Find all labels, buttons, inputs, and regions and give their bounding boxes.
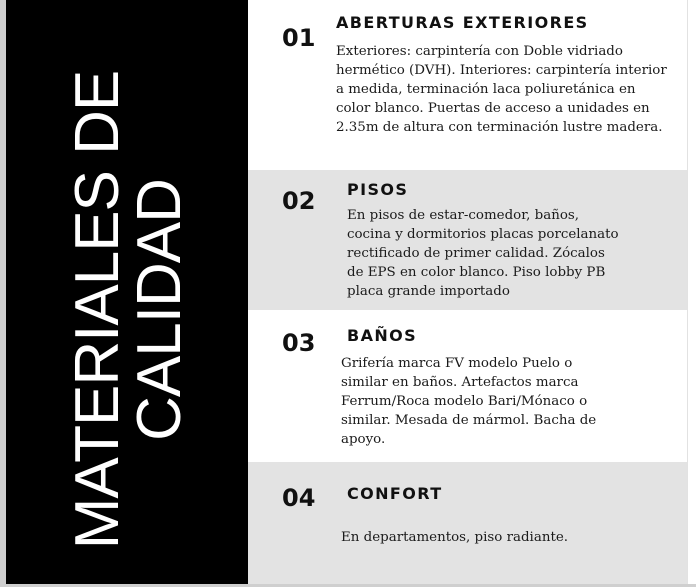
section-number: 01 [282,24,316,52]
page-title: MATERIALES DE CALIDAD [63,70,194,550]
section-text: Grifería marca FV modelo Puelo o similar en baños. Artefactos marca Ferrum/Roca modelo Bari/Mónaco o similar. Mesada de mármol. Bacha de apoyo. [341,356,597,447]
section-number: 02 [282,187,316,215]
page-edge [687,0,696,587]
section-heading: BAÑOS [347,326,418,345]
section-confort [248,462,688,587]
section-heading: PISOS [347,180,409,199]
title-panel [0,0,248,587]
section-pisos [248,170,688,310]
section-aberturas [248,0,688,170]
section-number: 03 [282,329,316,357]
section-heading: ABERTURAS EXTERIORES [336,13,589,32]
section-text: En pisos de estar-comedor, baños, cocina y dormitorios placas porcelanato rectificado de primer calidad. Zócalos de EPS en color blanco. Piso lobby PB placa grande importado [347,208,619,299]
section-text: En departamentos, piso radiante. [341,530,569,545]
section-heading: CONFORT [347,484,443,503]
section-number: 04 [282,484,316,512]
section-banos [248,310,688,462]
section-text: Exteriores: carpintería con Doble vidriado hermético (DVH). Interiores: carpintería interior a medida, terminación laca poliuretánica en color blanco. Puertas de acceso a unidades en 2.35m de altura con terminación lustre madera. [336,44,667,135]
